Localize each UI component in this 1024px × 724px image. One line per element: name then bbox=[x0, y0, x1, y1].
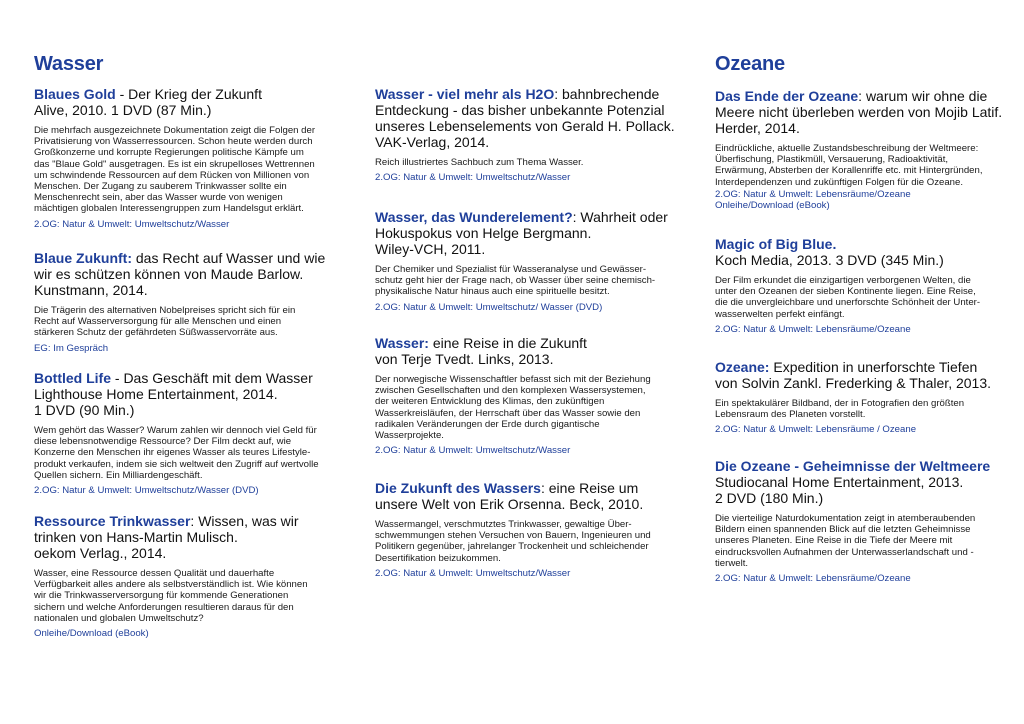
entry-description: Die mehrfach ausgezeichnete Dokumentation zeigt die Folgen der Privatisierung von Wasserressourcen. Schon heute werden durch Großkonzerne und korrupte Regierungen politische Kämpfe um das "Blaue Gold" ausgetragen. Es ist ein skrupelloses Wettrennen um schwindende Ressourcen auf dem Rücken von Millionen von Menschen. Der Zugang zu sauberem Trinkwasser sollte ein Menschenrecht sein, aber das Wasser wurde von wenigen mächtigen globalen Interessengruppen zum Handelsgut erklärt. bbox=[34, 125, 316, 215]
entry-location: 2.OG: Natur & Umwelt: Lebensräume/Ozeane Onleihe/Download (eBook) bbox=[715, 188, 911, 212]
entry-description: Wassermangel, verschmutztes Trinkwasser, gewaltige Über- schwemmungen stehen Versuchen von Bauern, Ingenieuren und Politikern gegenüber, jahrelanger Trockenheit und schleichender Desertifikation beizukommen. bbox=[375, 519, 651, 564]
entry-ressource-trinkwasser bbox=[34, 513, 334, 639]
entry-heading bbox=[375, 209, 675, 257]
entry-author: unseres Lebenselements von Gerald H. Pollack. bbox=[375, 118, 675, 134]
entry-location: 2.OG: Natur & Umwelt: Umweltschutz/Wasser bbox=[375, 172, 571, 184]
entry-publisher: Alive, 2010. 1 DVD (87 Min.) bbox=[34, 102, 212, 118]
entry-location: 2.OG: Natur & Umwelt: Umweltschutz/Wasser bbox=[34, 218, 230, 230]
entry-location: 2.OG: Natur & Umwelt: Lebensräume/Ozeane bbox=[715, 323, 911, 335]
entry-location: 2.OG: Natur & Umwelt: Umweltschutz/ Wasser (DVD) bbox=[375, 301, 603, 313]
entry-title: Blaue Zukunft: bbox=[34, 250, 132, 266]
entry-title: Magic of Big Blue. bbox=[715, 236, 837, 252]
entry-title: Wasser: bbox=[375, 335, 429, 351]
entry-blaue-zukunft bbox=[34, 250, 334, 354]
entry-publisher: Herder, 2014. bbox=[715, 120, 800, 136]
entry-wunderelement bbox=[375, 209, 675, 313]
entry-location: EG: Im Gespräch bbox=[34, 342, 109, 354]
entry-title: Bottled Life bbox=[34, 370, 111, 386]
entry-heading bbox=[715, 359, 1005, 391]
entry-heading bbox=[375, 480, 675, 512]
entry-location: Onleihe/Download (eBook) bbox=[34, 628, 149, 640]
entry-heading bbox=[34, 250, 334, 298]
entry-title: Das Ende der Ozeane bbox=[715, 88, 859, 104]
entry-heading bbox=[375, 335, 675, 367]
entry-heading bbox=[715, 458, 1005, 506]
entry-location: 2.OG: Natur & Umwelt: Lebensräume/Ozeane bbox=[715, 573, 911, 585]
entry-description: Die Trägerin des alternativen Nobelpreises spricht sich für ein Recht auf Wasserversorgung für alle Menschen und einen stärkeren Schutz der gefährdeten Süßwasservorräte aus. bbox=[34, 305, 296, 339]
entry-author: von Solvin Zankl. Frederking & Thaler, 2013. bbox=[715, 375, 992, 391]
entry-subtitle-line: Entdeckung - das bisher unbekannte Potenzial bbox=[375, 102, 665, 118]
entry-magic-big-blue bbox=[715, 236, 1005, 335]
entry-publisher: oekom Verlag., 2014. bbox=[34, 545, 167, 561]
entry-title: Blaues Gold bbox=[34, 86, 116, 102]
entry-subtitle: Expedition in unerforschte Tiefen bbox=[769, 359, 978, 375]
entry-title: Ressource Trinkwasser bbox=[34, 513, 191, 529]
entry-description: Der norwegische Wissenschaftler befasst sich mit der Beziehung zwischen Gesellschaften und den komplexen Wassersystemen, der weiteren Entwicklung des Klimas, den zukünftigen Wasserkreisläufen, der Herrschaft über das Wasser sowie den radikalen Veränderungen der Erde durch gigantische Wasserprojekte. bbox=[375, 374, 651, 442]
entry-zukunft-wassers bbox=[375, 480, 675, 579]
section-title-wasser: Wasser bbox=[34, 53, 104, 75]
entry-title: Wasser, das Wunderelement? bbox=[375, 209, 573, 225]
entry-description: Die vierteilige Naturdokumentation zeigt in atemberaubenden Bildern einen spannenden Blick auf die letzten Geheimnisse unseres Planeten. Eine Reise in die Tiefe der Meere mit eindrucksvollen Aufnahmen der Unterwasserlandschaft und - tierwelt. bbox=[715, 513, 976, 569]
entry-title: Die Zukunft des Wassers bbox=[375, 480, 541, 496]
entry-publisher: Wiley-VCH, 2011. bbox=[375, 241, 486, 257]
entry-location: 2.OG: Natur & Umwelt: Umweltschutz/Wasser bbox=[375, 567, 571, 579]
entry-heading bbox=[34, 513, 334, 561]
entry-publisher: Studiocanal Home Entertainment, 2013. bbox=[715, 474, 964, 490]
entry-description: Eindrückliche, aktuelle Zustandsbeschreibung der Weltmeere: Überfischung, Plastikmüll, Versauerung, Radioaktivität, Erwärmung, Absterben der Korallenriffe etc. mit Hintergründen, Interdependenzen und zukünftigen Folgen für die Ozeane. bbox=[715, 143, 983, 188]
entry-subtitle: - Das Geschäft mit dem Wasser bbox=[111, 370, 313, 386]
entry-publisher: Koch Media, 2013. 3 DVD (345 Min.) bbox=[715, 252, 944, 268]
entry-wasser-h2o bbox=[375, 86, 675, 183]
entry-title: Wasser - viel mehr als H2O bbox=[375, 86, 555, 102]
entry-location: 2.OG: Natur & Umwelt: Umweltschutz/Wasser bbox=[375, 445, 571, 457]
entry-subtitle: - Der Krieg der Zukunft bbox=[115, 86, 262, 102]
entry-subtitle: : bahnbrechende bbox=[554, 86, 660, 102]
entry-publisher: Lighthouse Home Entertainment, 2014. bbox=[34, 386, 278, 402]
entry-bottled-life bbox=[34, 370, 334, 496]
entry-author: trinken von Hans-Martin Mulisch. bbox=[34, 529, 238, 545]
entry-subtitle: : Wissen, was wir bbox=[190, 513, 299, 529]
entry-blaues-gold bbox=[34, 86, 334, 230]
entry-ende-ozeane bbox=[715, 88, 1005, 211]
entry-subtitle: : Wahrheit oder bbox=[572, 209, 668, 225]
entry-heading bbox=[34, 86, 334, 118]
entry-description: Der Film erkundet die einzigartigen verborgenen Welten, die unter den Ozeanen der sieben Kontinente liegen. Eine Reise, die die unvergleichbare und unerforschte Schönheit der Unter- wasserwelten perfekt einfängt. bbox=[715, 275, 981, 320]
entry-description: Ein spektakulärer Bildband, der in Fotografien den größten Lebensraum des Planeten vorstellt. bbox=[715, 398, 965, 421]
section-title-ozeane: Ozeane bbox=[715, 53, 785, 75]
entry-heading bbox=[375, 86, 675, 150]
entry-format: 2 DVD (180 Min.) bbox=[715, 490, 824, 506]
entry-heading bbox=[715, 236, 1005, 268]
entry-format: 1 DVD (90 Min.) bbox=[34, 402, 135, 418]
entry-description: Reich illustriertes Sachbuch zum Thema Wasser. bbox=[375, 157, 584, 168]
entry-heading bbox=[34, 370, 334, 418]
entry-title: Ozeane: bbox=[715, 359, 770, 375]
entry-publisher: Kunstmann, 2014. bbox=[34, 282, 148, 298]
entry-ozeane-expedition bbox=[715, 359, 1005, 436]
entry-subtitle: eine Reise in die Zukunft bbox=[428, 335, 587, 351]
entry-author: Hokuspokus von Helge Bergmann. bbox=[375, 225, 592, 241]
entry-heading bbox=[715, 88, 1005, 136]
entry-ozeane-geheimnisse bbox=[715, 458, 1005, 584]
entry-publisher: VAK-Verlag, 2014. bbox=[375, 134, 490, 150]
entry-author: von Terje Tvedt. Links, 2013. bbox=[375, 351, 554, 367]
entry-description: Der Chemiker und Spezialist für Wasseranalyse und Gewässer- schutz geht hier der Frage nach, ob Wasser über seine chemisch- physikalische Natur hinaus auch eine spirituelle besitzt. bbox=[375, 264, 656, 298]
entry-description: Wem gehört das Wasser? Warum zahlen wir dennoch viel Geld für diese lebensnotwendige Ressource? Der Film deckt auf, wie Konzerne den Menschen ihr eigenes Wasser als teures Lifestyle- produkt verkaufen, indem sie sich weltweit den Zugriff auf wertvolle Quellen sichern. Ein Milliardengeschäft. bbox=[34, 425, 319, 481]
entry-subtitle: : eine Reise um bbox=[540, 480, 639, 496]
entry-subtitle: das Recht auf Wasser und wie bbox=[132, 250, 326, 266]
entry-author: Meere nicht überleben werden von Mojib Latif. bbox=[715, 104, 1003, 120]
entry-reise-zukunft bbox=[375, 335, 675, 456]
entry-description: Wasser, eine Ressource dessen Qualität und dauerhafte Verfügbarkeit alles andere als selbstverständlich ist. Wie können wir die Trinkwasserversorgung für kommende Generationen sichern und welche Anforderungen resultieren daraus für den nationalen und globalen Umweltschutz? bbox=[34, 568, 308, 624]
entry-author: wir es schützen können von Maude Barlow. bbox=[34, 266, 304, 282]
entry-author: unsere Welt von Erik Orsenna. Beck, 2010. bbox=[375, 496, 644, 512]
entry-title: Die Ozeane - Geheimnisse der Weltmeere bbox=[715, 458, 991, 474]
entry-subtitle: : warum wir ohne die bbox=[858, 88, 988, 104]
entry-location: 2.OG: Natur & Umwelt: Lebensräume / Ozeane bbox=[715, 424, 917, 436]
entry-location: 2.OG: Natur & Umwelt: Umweltschutz/Wasser (DVD) bbox=[34, 485, 259, 497]
